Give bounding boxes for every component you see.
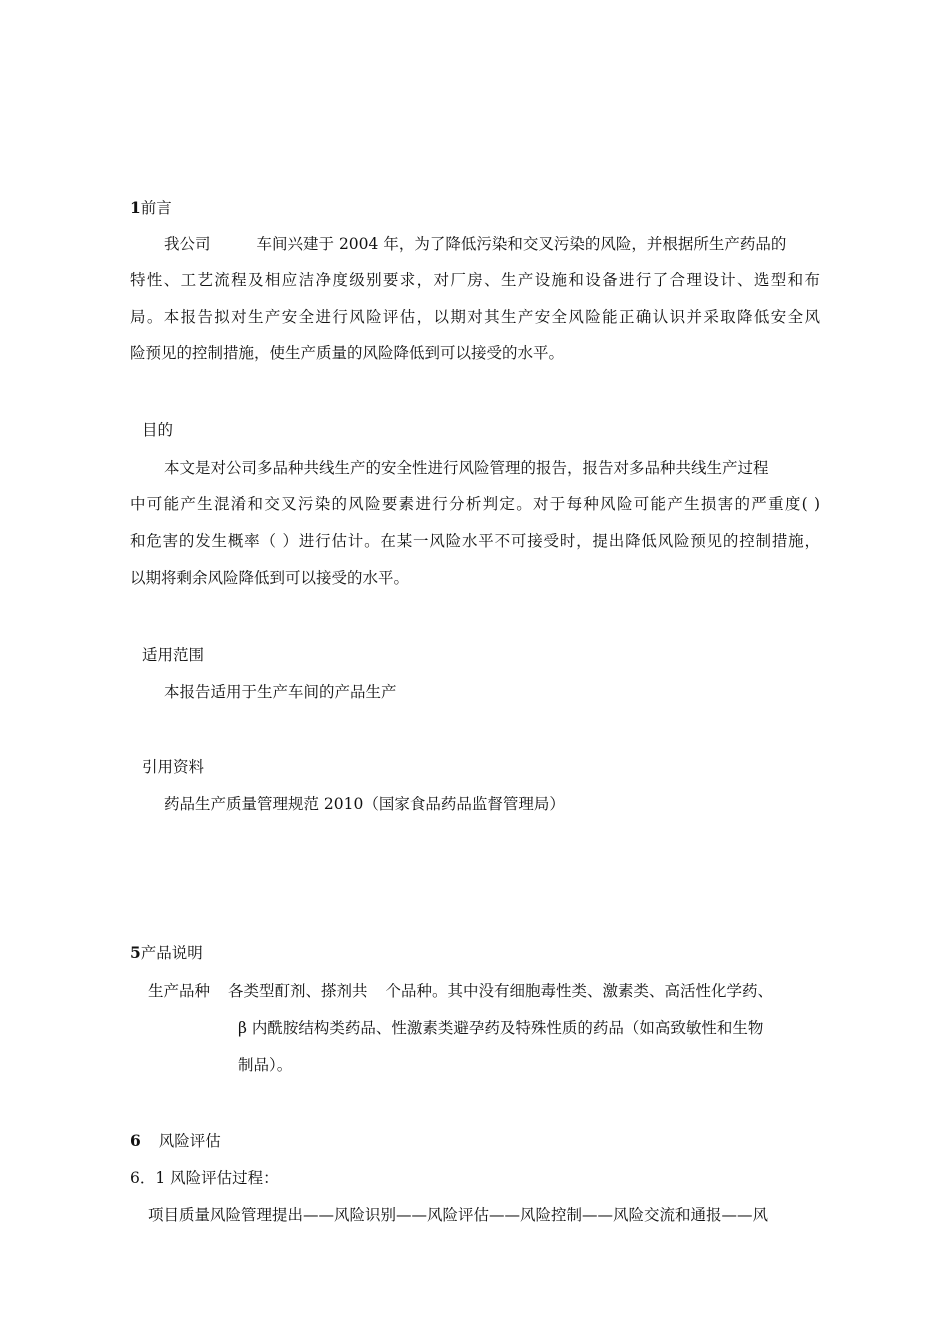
- paragraph-line: 制品）。: [238, 1056, 293, 1074]
- heading-product: [130, 943, 203, 963]
- paragraph-line: 项目质量风险管理提出——风险识别——风险评估——风险控制——风险交流和通报——风: [148, 1206, 769, 1224]
- heading-number: 6: [130, 1131, 141, 1150]
- paragraph-line: 和危害的发生概率（ ）进行估计。在某一风险水平不可接受时，提出降低风险预见的控制措施，: [130, 532, 820, 550]
- text-fragment: 车间兴建于 2004 年，为了降低污染和交叉污染的风险，并根据所生产药品的: [256, 235, 787, 253]
- heading-title: 产品说明: [140, 944, 203, 962]
- paragraph-line: [164, 234, 786, 254]
- heading-title: 风险评估: [158, 1132, 221, 1150]
- paragraph-line: 局。本报告拟对生产安全进行风险评估，以期对其生产安全风险能正确认识并采取降低安全风: [130, 308, 820, 326]
- paragraph-line: 以期将剩余风险降低到可以接受的水平。: [130, 569, 410, 587]
- text-fragment: 个品种。其中没有细胞毒性类、激素类、高活性化学药、: [385, 982, 774, 1000]
- heading-purpose: 目的: [142, 421, 174, 439]
- paragraph-line: 险预见的控制措施，使生产质量的风险降低到可以接受的水平。: [130, 344, 565, 362]
- heading-risk: [130, 1131, 221, 1151]
- paragraph-line: 药品生产质量管理规范 2010（国家食品药品监督管理局）: [164, 795, 565, 813]
- heading-preface: [130, 198, 172, 218]
- heading-number: 5: [130, 943, 141, 962]
- paragraph-line: 中可能产生混淆和交叉污染的风险要素进行分析判定。对于每种风险可能产生损害的严重度( ): [130, 495, 820, 513]
- paragraph-line: β 内酰胺结构类药品、性激素类避孕药及特殊性质的药品（如高致敏性和生物: [238, 1019, 764, 1037]
- heading-scope: 适用范围: [142, 646, 205, 664]
- text-fragment: 我公司: [164, 235, 211, 253]
- paragraph-line: 本报告适用于生产车间的产品生产: [164, 683, 397, 701]
- subheading-risk-process: 6．1 风险评估过程：: [130, 1169, 279, 1187]
- paragraph-line: [148, 981, 773, 1001]
- text-fragment: 生产品种: [148, 982, 211, 1000]
- paragraph-line: 本文是对公司多品种共线生产的安全性进行风险管理的报告，报告对多品种共线生产过程: [164, 459, 769, 477]
- paragraph-line: 特性、工艺流程及相应洁净度级别要求，对厂房、生产设施和设备进行了合理设计、选型和布: [130, 271, 820, 289]
- heading-references: 引用资料: [142, 758, 205, 776]
- heading-title: 前言: [140, 199, 172, 217]
- heading-number: 1: [130, 198, 141, 217]
- text-fragment: 各类型酊剂、搽剂共: [228, 982, 368, 1000]
